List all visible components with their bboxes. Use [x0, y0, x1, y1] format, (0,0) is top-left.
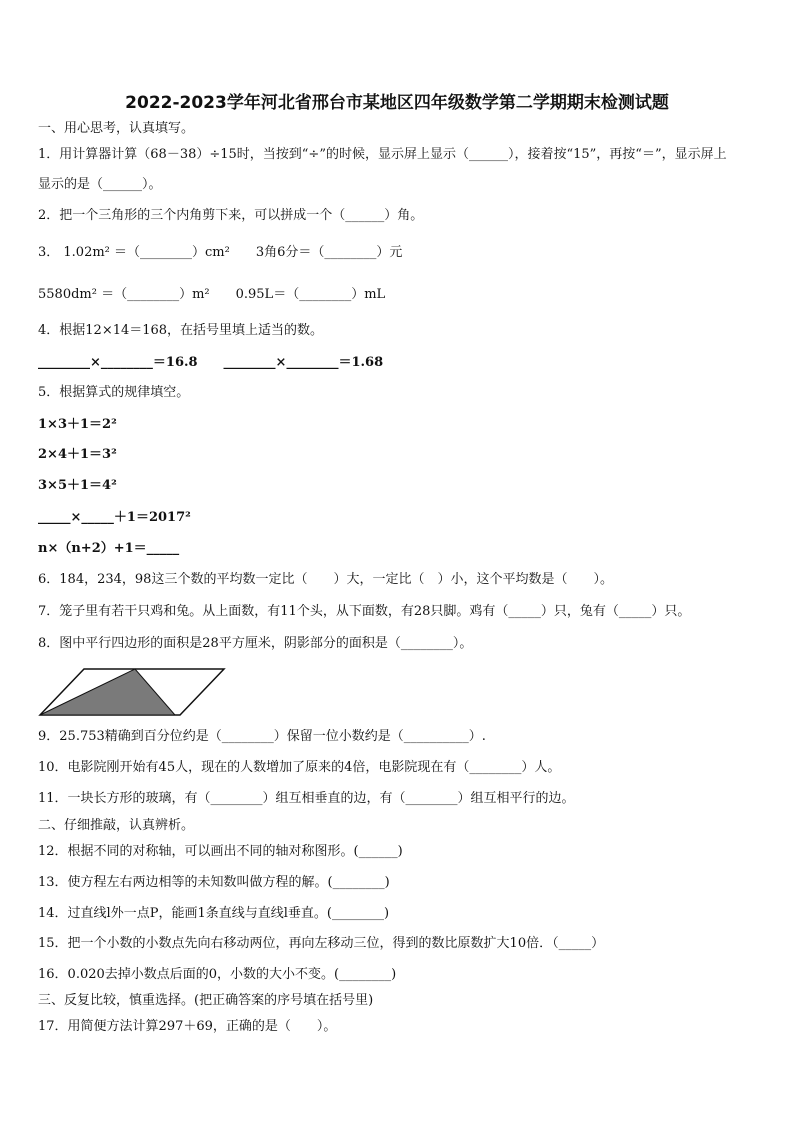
question-1: 1．用计算器计算（68－38）÷15时，当按到“÷”的时候，显示屏上显示（______），接着按“15”，再按“＝”，显示屏上: [38, 147, 727, 162]
question-14: 14．过直线l外一点P，能画1条直线与直线l垂直。(________): [38, 906, 390, 921]
question-8: 8．图中平行四边形的面积是28平方厘米，阴影部分的面积是（________）。: [38, 636, 473, 651]
pattern-line-1: 1×3＋1＝2²: [38, 417, 117, 432]
question-10: 10．电影院刚开始有45人，现在的人数增加了原来的4倍，电影院现在有（________）人。: [38, 760, 561, 775]
question-15: 15．把一个小数的小数点先向右移动两位，再向左移动三位，得到的数比原数扩大10倍．（_____）: [38, 936, 605, 951]
question-2: 2．把一个三角形的三个内角剪下来，可以拼成一个（______）角。: [38, 208, 424, 223]
question-11: 11．一块长方形的玻璃，有（________）组互相垂直的边，有（________）组互相平行的边。: [38, 791, 575, 806]
section-2-heading: 二、仔细推敲，认真辨析。: [38, 818, 195, 833]
question-1-cont: 显示的是（______）。: [38, 177, 162, 192]
pattern-line-3: 3×5＋1＝4²: [38, 478, 117, 493]
question-7: 7．笼子里有若干只鸡和兔。从上面数，有11个头，从下面数，有28只脚。鸡有（_____）只，兔有（_____）只。: [38, 604, 691, 619]
question-6: 6．184，234，98这三个数的平均数一定比（ ）大，一定比（ ）小，这个平均数是（ ）。: [38, 572, 613, 587]
question-13: 13．使方程左右两边相等的未知数叫做方程的解。(________): [38, 875, 390, 890]
section-1-heading: 一、用心思考，认真填写。: [38, 121, 195, 136]
question-12: 12．根据不同的对称轴，可以画出不同的轴对称图形。(______): [38, 844, 403, 859]
pattern-blank-1: _____×_____＋1＝2017²: [38, 510, 191, 525]
pattern-blank-2: n×（n+2）+1＝_____: [38, 541, 180, 556]
pattern-line-2: 2×4＋1＝3²: [38, 447, 117, 462]
question-4: 4．根据12×14＝168，在括号里填上适当的数。: [38, 323, 324, 338]
section-3-heading: 三、反复比较，慎重选择。(把正确答案的序号填在括号里): [38, 993, 374, 1008]
question-9: 9．25.753精确到百分位约是（________）保留一位小数约是（__________）.: [38, 729, 486, 744]
question-5: 5．根据算式的规律填空。: [38, 385, 190, 400]
question-4-blanks: ________×________＝16.8 ________×________＝1.68: [38, 355, 384, 370]
question-3b: 5580dm² ＝（________）m² 0.95L＝（________）mL: [38, 287, 386, 302]
question-16: 16．0.020去掉小数点后面的0，小数的大小不变。(________): [38, 967, 397, 982]
parallelogram-figure: [38, 666, 228, 718]
page-title: 2022-2023学年河北省邢台市某地区四年级数学第二学期期末检测试题: [125, 93, 669, 113]
question-17: 17．用简便方法计算297＋69，正确的是（ ）。: [38, 1019, 337, 1034]
question-3a: 3． 1.02m² ＝（________）cm² 3角6分＝（________）元: [38, 245, 403, 260]
